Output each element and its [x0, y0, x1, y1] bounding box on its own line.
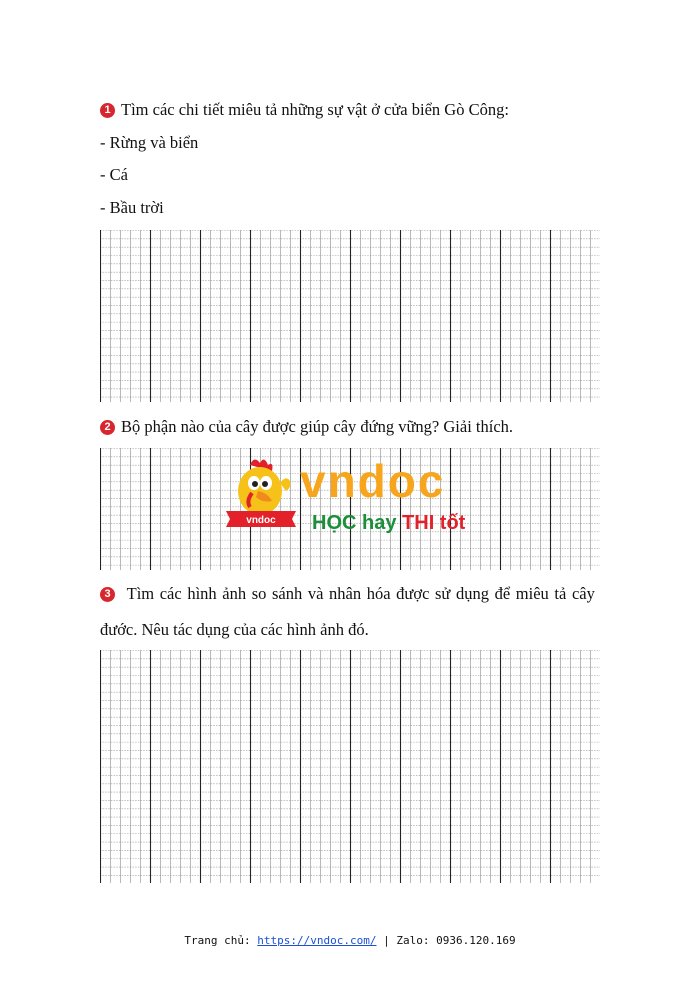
q3-word: sánh: [271, 584, 303, 603]
answer-hint-item: - Cá: [100, 165, 128, 184]
q3-word: ảnh: [222, 584, 247, 603]
q3-word: miêu: [515, 584, 549, 603]
question-number-badge: 1: [100, 103, 115, 118]
question-number-badge: 2: [100, 420, 115, 435]
writing-grid-3[interactable]: [100, 650, 600, 883]
page-footer: [0, 934, 700, 947]
q3-word: để: [494, 584, 511, 603]
chicken-mascot-icon: [238, 459, 291, 515]
q3-word: được: [396, 584, 430, 603]
q3-word: dụng: [456, 584, 489, 603]
slogan: [312, 512, 466, 534]
ribbon-text: vndoc: [246, 515, 276, 526]
ribbon: [226, 511, 296, 527]
question-1-text: Tìm các chi tiết miêu tả những sự vật ở cửa biển Gò Công:: [121, 100, 509, 119]
question-2-heading: [100, 417, 513, 437]
slogan-part1: HỌC hay: [312, 512, 403, 534]
footer-homepage-label: Trang chủ:: [184, 934, 258, 947]
question-1-heading: [100, 100, 509, 120]
answer-hint-item: - Rừng và biển: [100, 133, 199, 152]
question-2-text: Bộ phận nào của cây được giúp cây đứng vững? Giải thích.: [121, 417, 514, 436]
slogan-part2: THI tốt: [402, 512, 466, 534]
q3-word: cây: [571, 584, 595, 603]
footer-homepage-link[interactable]: https://vndoc.com/: [257, 934, 377, 947]
q3-word: sử: [435, 584, 451, 603]
q3-word: và: [307, 584, 324, 603]
writing-grid-1[interactable]: [100, 230, 600, 402]
footer-zalo: Zalo: 0936.120.169: [396, 934, 516, 947]
vndoc-logo: [222, 453, 480, 543]
question-3-line-1: [100, 584, 595, 604]
q3-word: nhân: [329, 584, 362, 603]
q3-word: so: [251, 584, 267, 603]
footer-separator: |: [376, 934, 397, 947]
q3-word: các: [159, 584, 182, 603]
vndoc-logo-image: [222, 453, 480, 543]
answer-hint-item: - Bầu trời: [100, 198, 164, 217]
q3-word: tả: [554, 584, 567, 603]
q3-word: hình: [187, 584, 217, 603]
question-3: [100, 584, 595, 640]
question-number-badge: 3: [100, 587, 115, 602]
q3-word: hóa: [366, 584, 391, 603]
brand-wordmark: vndoc: [300, 455, 446, 507]
q3-word: Tìm: [126, 584, 155, 603]
question-3-line-2: đước. Nêu tác dụng của các hình ảnh đó.: [100, 620, 369, 639]
